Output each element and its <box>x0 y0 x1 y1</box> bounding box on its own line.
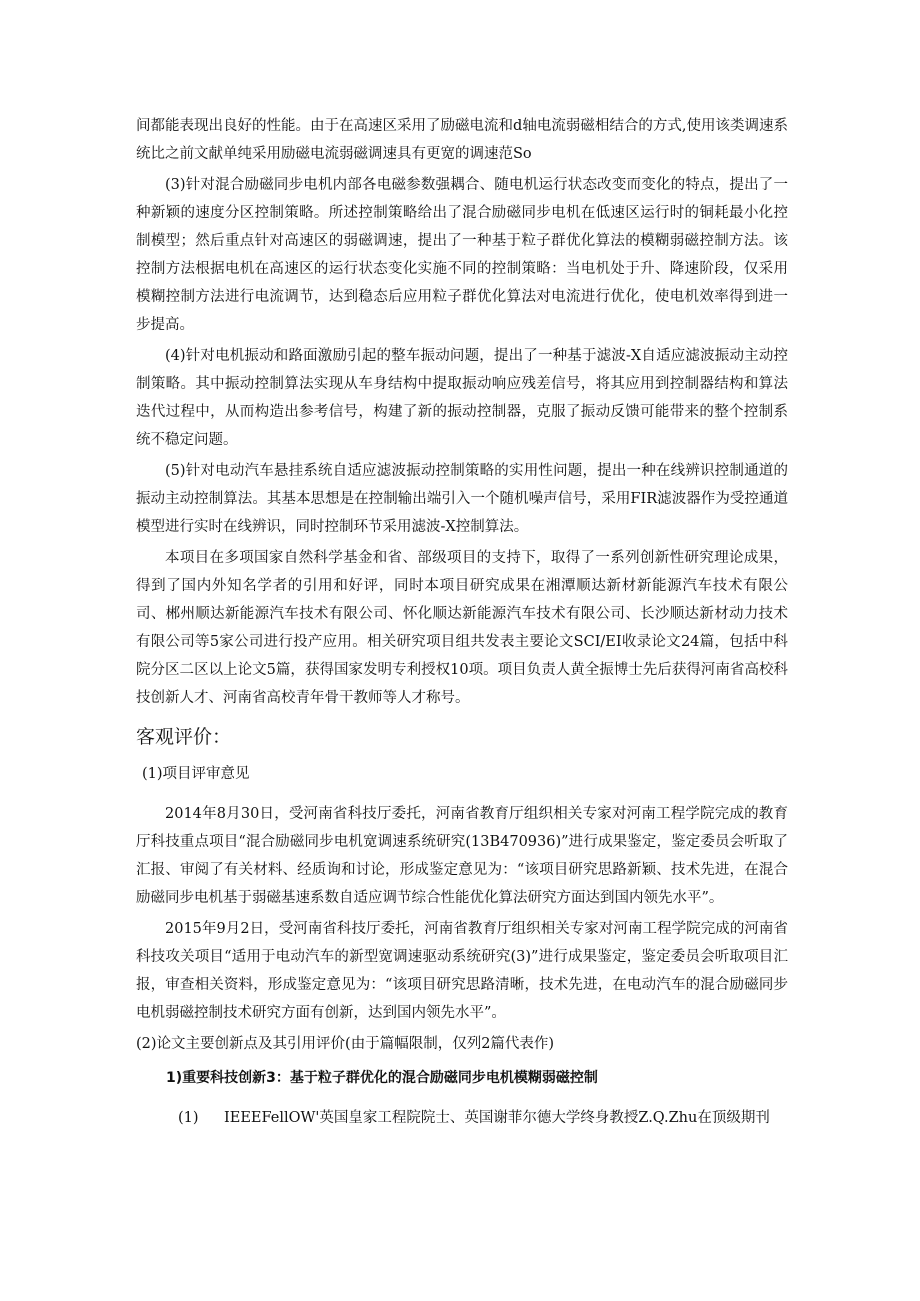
review-subtitle: (1)项目评审意见 <box>142 766 250 782</box>
paper-subtitle: (2)论文主要创新点及其引用评价(由于篇幅限制，仅列2篇代表作) <box>136 1036 555 1052</box>
paragraph-item-4: (4)针对电机振动和路面激励引起的整车振动问题，提出了一种基于滤波-X自适应滤波振动主动控制策略。其中振动控制算法实现从车身结构中提取振动响应残差信号，将其应用到控制器结构和算法迭代过程中，从而构造出参考信号，构建了新的振动控制器，克服了振动反馈可能带来的整个控制系统不稳定问题。 <box>136 348 788 448</box>
review-paragraph-2014: 2014年8月30日，受河南省科技厅委托，河南省教育厅组织相关专家对河南工程学院完成的教育厅科技重点项目“混合励磁同步电机宽调速系统研究(13B470936)”进行成果鉴定，鉴定委员会听取了汇报、审阅了有关材料、经质询和讨论，形成鉴定意见为：“该项目研究思路新颖、技术先进，在混合励磁同步电机基于弱磁基速系数自适应调节综合性能优化算法研究方面达到国内领先水平”。 <box>136 806 788 906</box>
reference-text: IEEEFellOW'英国皇家工程院院士、英国谢菲尔德大学终身教授Z.Q.Zhu在顶级期刊 <box>224 1110 770 1126</box>
innovation-title: 1)重要科技创新3：基于粒子群优化的混合励磁同步电机模糊弱磁控制 <box>166 1070 598 1086</box>
paragraph-summary: 本项目在多项国家自然科学基金和省、部级项目的支持下，取得了一系列创新性研究理论成果，得到了国内外知名学者的引用和好评，同时本项目研究成果在湘潭顺达新材新能源汽车技术有限公司、郴州顺达新能源汽车技术有限公司、怀化顺达新能源汽车技术有限公司、长沙顺达新材动力技术有限公司等5家公司进行投产应用。相关研究项目组共发表主要论文SCI/EI收录论文24篇，包括中科院分区二区以上论文5篇，获得国家发明专利授权10项。项目负责人黄全振博士先后获得河南省高校科技创新人才、河南省高校青年骨干教师等人才称号。 <box>136 550 788 706</box>
paragraph-item-5: (5)针对电动汽车悬挂系统自适应滤波振动控制策略的实用性问题，提出一种在线辨识控制通道的振动主动控制算法。其基本思想是在控制输出端引入一个随机噪声信号，采用FIR滤波器作为受控通道模型进行实时在线辨识，同时控制环节采用滤波-X控制算法。 <box>136 463 788 535</box>
review-paragraph-2015: 2015年9月2日，受河南省科技厅委托，河南省教育厅组织相关专家对河南工程学院完成的河南省科技攻关项目“适用于电动汽车的新型宽调速驱动系统研究(3)”进行成果鉴定，鉴定委员会听取项目汇报，审查相关资料，形成鉴定意见为：“该项目研究思路清晰，技术先进，在电动汽车的混合励磁同步电机弱磁控制技术研究方面有创新，达到国内领先水平”。 <box>136 921 788 1021</box>
paragraph-continuation: 间都能表现出良好的性能。由于在高速区采用了励磁电流和d轴电流弱磁相结合的方式,使用该类调速系统比之前文献单纯采用励磁电流弱磁调速具有更宽的调速范So <box>136 118 788 162</box>
document-page <box>136 112 788 1132</box>
reference-item <box>136 1104 788 1132</box>
paragraph-item-3: (3)针对混合励磁同步电机内部各电磁参数强耦合、随电机运行状态改变而变化的特点，提出了一种新颖的速度分区控制策略。所述控制策略给出了混合励磁同步电机在低速区运行时的铜耗最小化控制模型；然后重点针对高速区的弱磁调速，提出了一种基于粒子群优化算法的模糊弱磁控制方法。该控制方法根据电机在高速区的运行状态变化实施不同的控制策略：当电机处于升、降速阶段，仅采用模糊控制方法进行电流调节，达到稳态后应用粒子群优化算法对电流进行优化，使电机效率得到进一步提高。 <box>136 177 788 333</box>
reference-number: (1) <box>178 1110 199 1126</box>
section-heading: 客观评价： <box>136 726 232 748</box>
